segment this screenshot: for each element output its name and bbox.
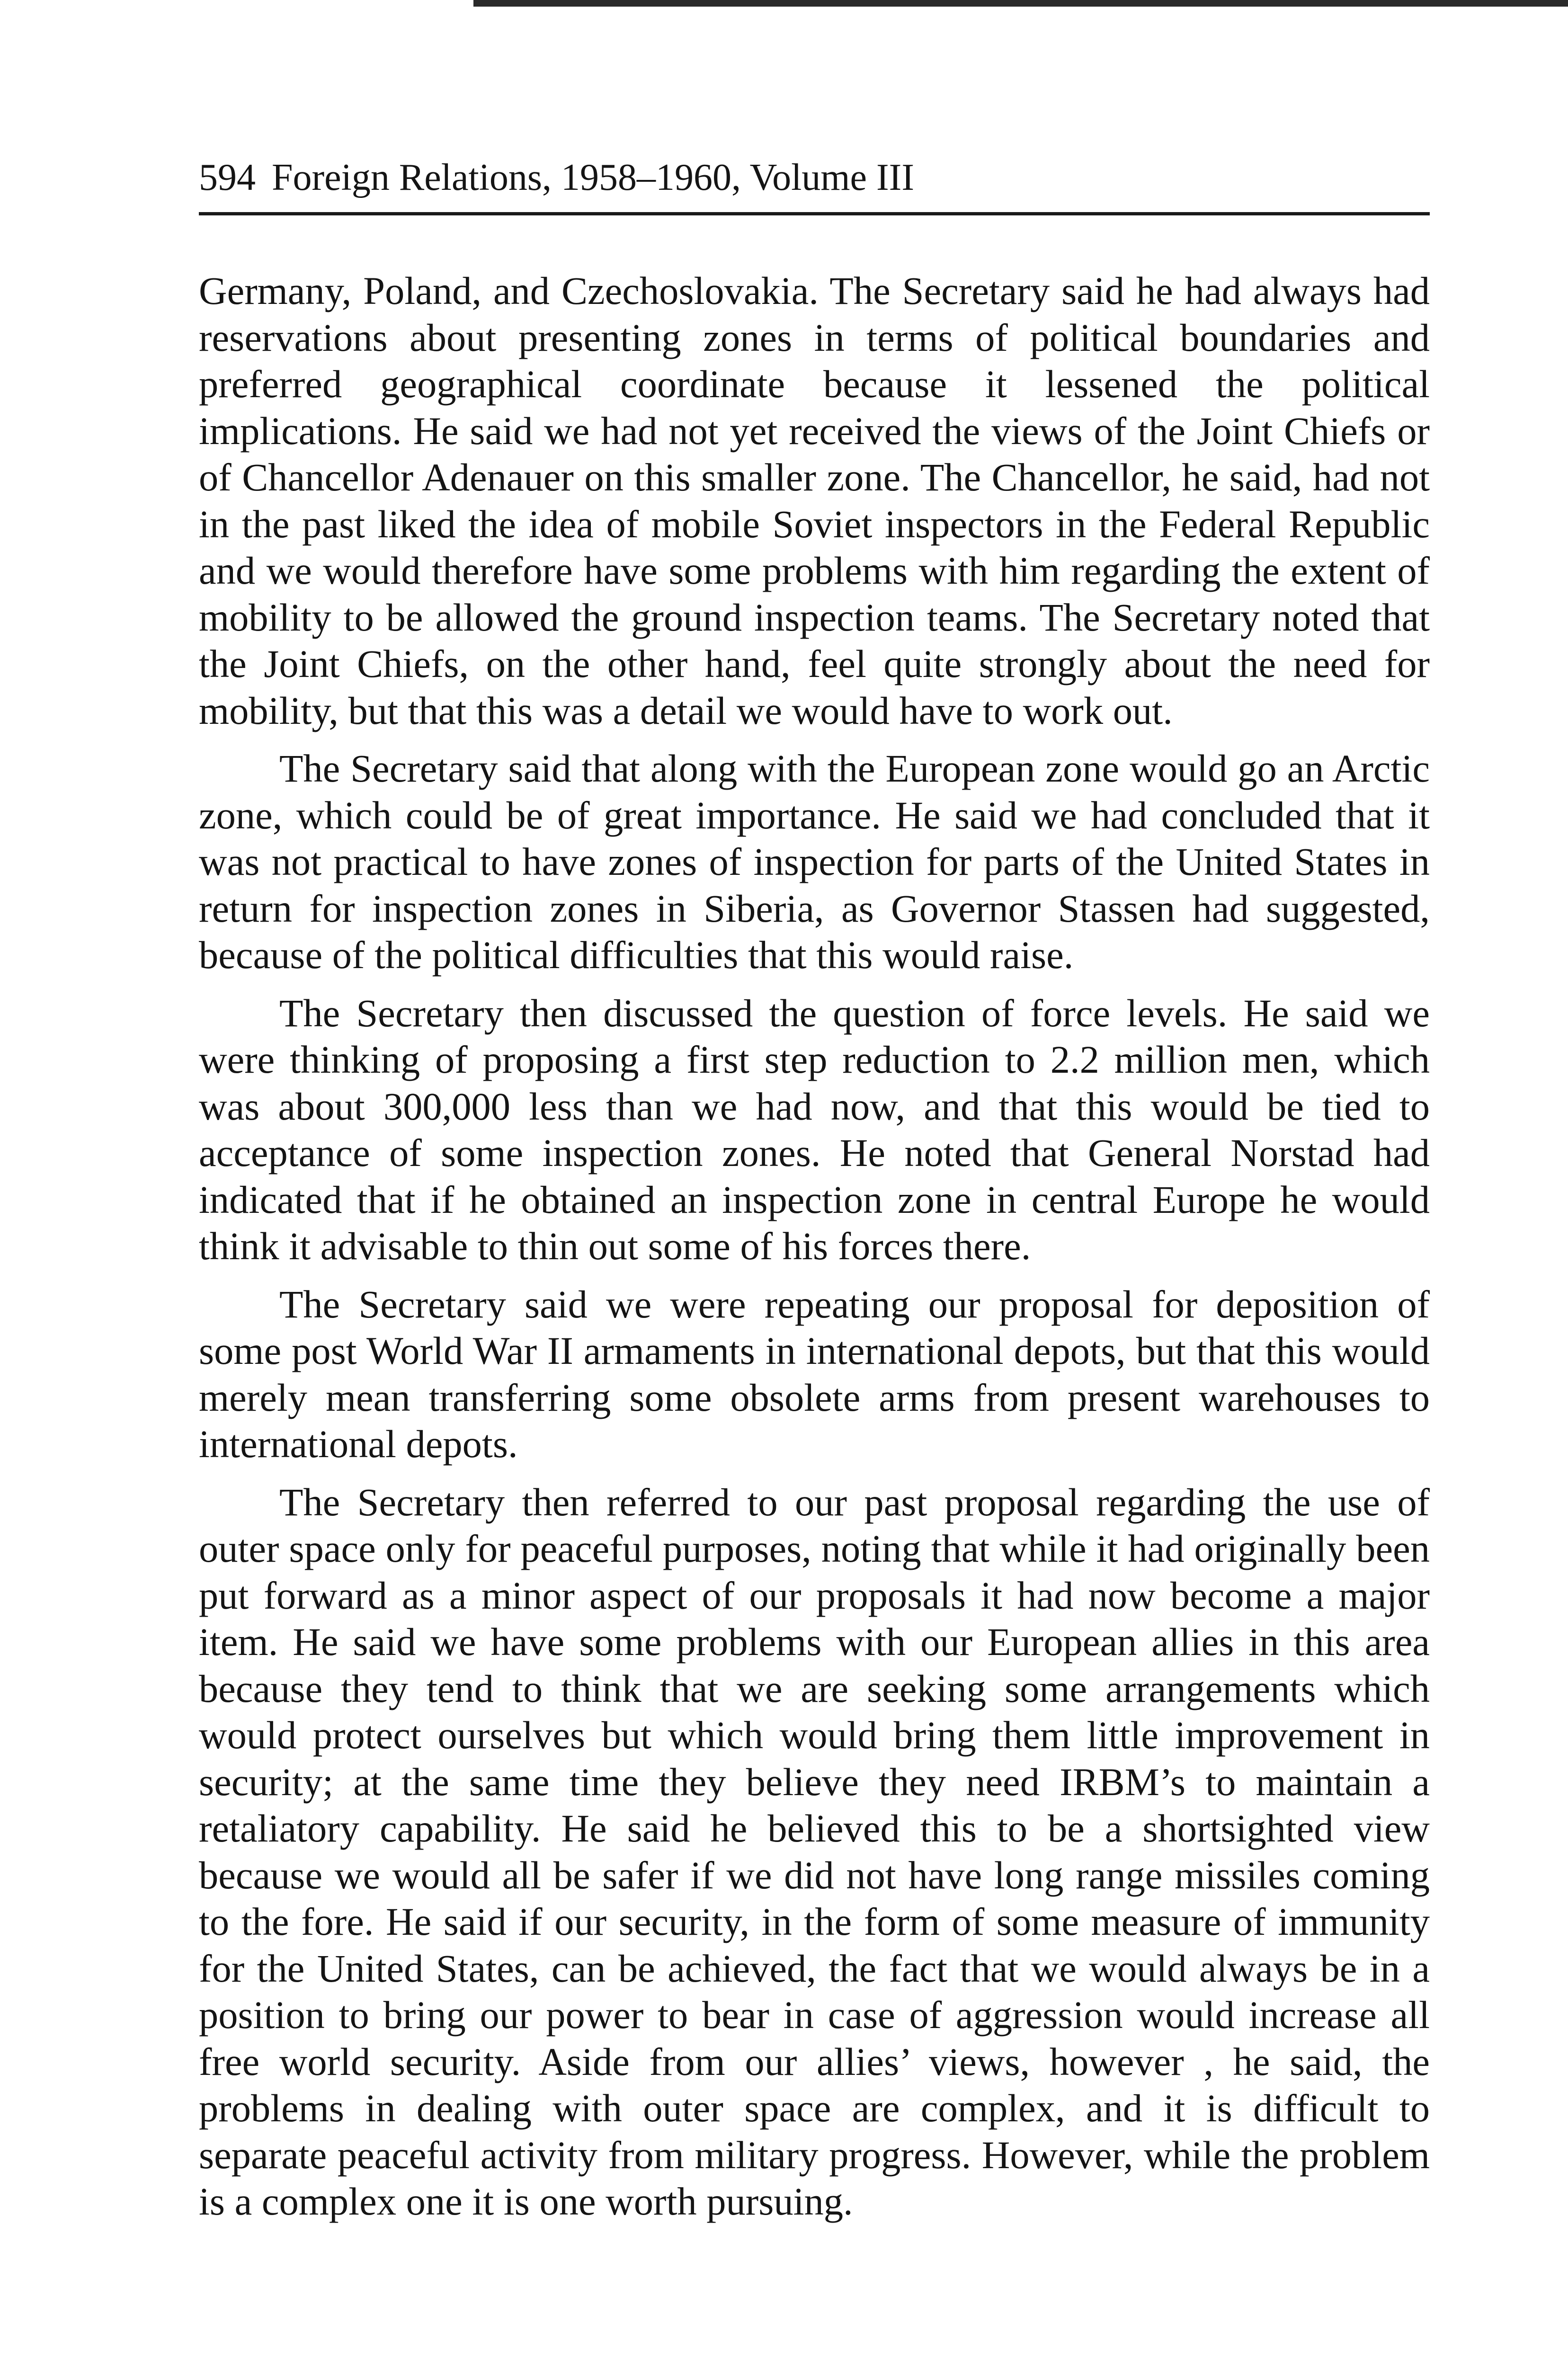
paragraph-3: The Secretary then discussed the question of force levels. He said we were thinking of proposing a first step reduction to 2.2 million men, which was about 300,000 less than we had now, and that this would be tied to acceptance of some inspection zones. He noted that General Norstad had indicated that if he obtained an inspection zone in central Europe he would think it advisable to thin out some of his forces there. [199, 991, 1430, 1268]
header-rule [199, 212, 1430, 215]
running-head [199, 151, 1430, 204]
page-number: 594 [199, 157, 256, 198]
paragraph-1: Germany, Poland, and Czechoslovakia. The Secretary said he had always had reservations about presenting zones in terms of political boundaries and preferred geographical coordinate because it lessened the political implications. He said we had not yet received the views of the Joint Chiefs or of Chancellor Adenauer on this smaller zone. The Chancellor, he said, had not in the past liked the idea of mobile Soviet inspectors in the Federal Republic and we would therefore have some problems with him regarding the extent of mobility to be allowed the ground inspection teams. The Secretary noted that the Joint Chiefs, on the other hand, feel quite strongly about the need for mobility, but that this was a detail we would have to work out. [199, 269, 1430, 732]
paragraph-2: The Secretary said that along with the European zone would go an Arctic zone, which could be of great importance. He said we had concluded that it was not practical to have zones of inspection for parts of the United States in return for inspection zones in Siberia, as Governor Stassen had suggested, because of the political difficulties that this would raise. [199, 747, 1430, 977]
paragraph-5: The Secretary then referred to our past proposal regarding the use of outer space only for peaceful purposes, noting that while it had originally been put forward as a minor aspect of our proposals it had now become a major item. He said we have some problems with our European allies in this area because they tend to think that we are seeking some arrangements which would protect ourselves but which would bring them little improvement in security; at the same time they believe they need IRBM’s to maintain a retaliatory capability. He said he believed this to be a shortsighted view because we would all be safer if we did not have long range missiles coming to the fore. He said if our security, in the form of some measure of immunity for the United States, can be achieved, the fact that we would always be in a position to bring our power to bear in case of aggression would increase all free world security. Aside from our allies’ views, however , he said, the problems in dealing with outer space are complex, and it is difficult to separate peaceful activity from military progress. However, while the problem is a complex one it is one worth pursuing. [199, 1480, 1430, 2223]
book-title: Foreign Relations, 1958–1960, Volume III [272, 157, 914, 198]
body-text [199, 267, 1430, 2236]
scan-top-border [473, 0, 1568, 7]
paragraph-4: The Secretary said we were repeating our proposal for deposition of some post World War II armaments in international depots, but that this would merely mean transferring some obsolete arms from present warehouses to international depots. [199, 1282, 1430, 1466]
